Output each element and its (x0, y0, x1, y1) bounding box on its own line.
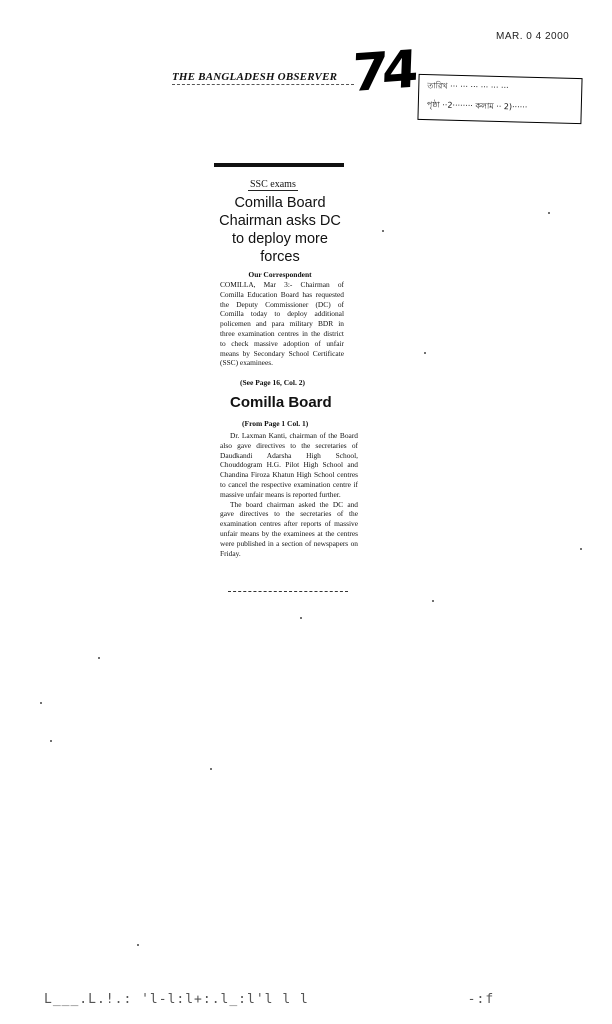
scan-speck (432, 600, 434, 602)
newspaper-masthead: THE BANGLADESH OBSERVER (172, 71, 354, 85)
stamp-page-column-line: পৃষ্ঠা ··2········ কলাম ·· 2)······ (426, 100, 528, 112)
scan-speck (137, 944, 139, 946)
scan-speck (98, 657, 100, 659)
continuation-body (220, 431, 358, 558)
scan-speck (40, 702, 42, 704)
article-kicker: SSC exams (250, 179, 296, 190)
filing-stamp-box (417, 74, 582, 124)
article-clipping (214, 163, 346, 388)
footer-scan-noise: L___.L.!.: 'l-l:l+:.l_:l'l l l -:f (44, 992, 495, 1007)
handwritten-number: 74 (350, 39, 414, 105)
continuation-headline: Comilla Board (230, 394, 332, 411)
scan-speck (424, 352, 426, 354)
article-headline: Comilla Board Chairman asks DC to deploy more forces (219, 195, 341, 265)
continuation-paragraph: The board chairman asked the DC and gave directives to the secretaries of the examination centres after reports of massive unfair means by the examinees at the centres were published in a section of newspapers on Friday. (220, 499, 358, 558)
stamp-date-line: তারিখ ··· ··· ··· ··· ··· ··· (427, 81, 509, 93)
from-page-reference: (From Page 1 Col. 1) (242, 419, 309, 428)
continuation-paragraph: Dr. Laxman Kanti, chairman of the Board also gave directives to the secretaries of Daudkandi Adarsha High School, Chouddogram H.G. Pilot High School and Chandina Firoza Khatun High School centres to cancel the respective examination centre if massive unfair means is reported further. (220, 431, 358, 499)
article-byline: Our Correspondent (248, 270, 312, 279)
clipping-end-rule (228, 591, 348, 592)
continuation-clipping (216, 389, 358, 599)
date-stamp: MAR. 0 4 2000 (496, 31, 570, 42)
article-body: COMILLA, Mar 3:- Chairman of Comilla Education Board has requested the Deputy Commissioner (DC) of Comilla today to deploy additional policemen and para military BDR in three examination centres in the district to check massive adoption of unfair means by Secondary School Certificate (SSC) examinees. (220, 280, 344, 368)
scan-speck (50, 740, 52, 742)
scan-speck (382, 230, 384, 232)
scan-speck (300, 617, 302, 619)
scan-speck (580, 548, 582, 550)
see-page-reference: (See Page 16, Col. 2) (240, 378, 305, 387)
scan-speck (548, 212, 550, 214)
scan-speck (210, 768, 212, 770)
clipping-top-rule (214, 163, 344, 167)
